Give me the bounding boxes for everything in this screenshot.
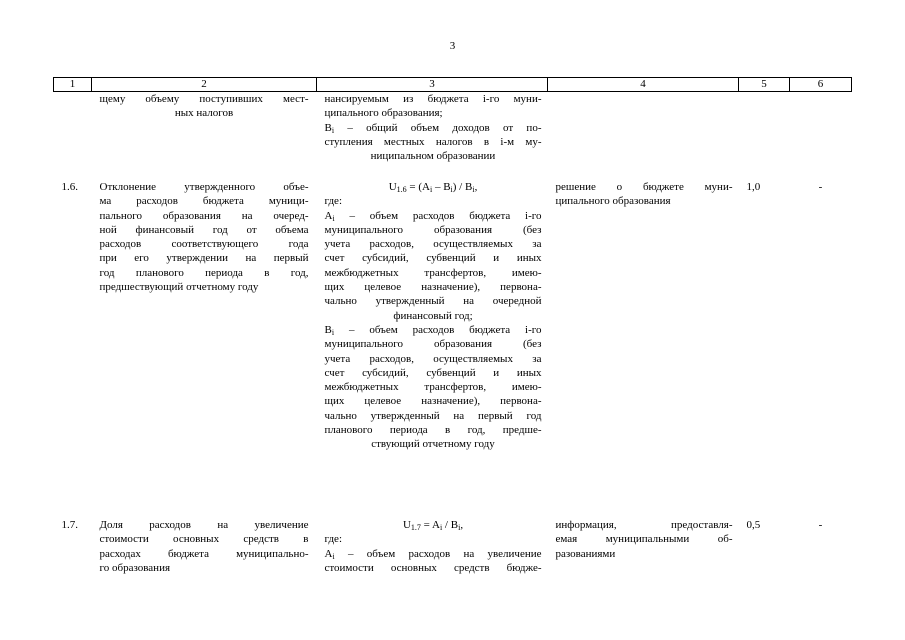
extra-value: - [818, 181, 823, 193]
indicator-name: Отклонение утвержденного объе- ма расходов бюджета муници- пального образования на очеред- ной финансовый год от объема расходов соответствующего года при его утверждении на первый год планового периода в год, предшествующий отчетному году [99, 181, 309, 294]
indicator-name: щему объему поступивших мест- ных налогов [99, 93, 309, 120]
header-col-3: 3 [317, 78, 548, 92]
header-row [54, 78, 852, 92]
header-col-4: 4 [548, 78, 739, 92]
page-number: 3 [449, 40, 456, 52]
data-source: информация, предоставля- емая муниципальными об- разованиями [555, 519, 733, 560]
calculation-method: $U_{1.6} = (A_i - B_i) / B_i$, где: $A_i$ – объем расходов бюджета i-го муниципального образования (без учета расходов, осуществляемых за счет субсидий, субвенций и иных межбюджетных трансфертов, имею- щих целевое назначение), первона- чально утвержденный на очередной финансовый год; $B_i$ – объем расходов бюджета i-го муниципального образования (без учета расходов, осуществляемых за счет субсидий, субвенций и иных межбюджетных трансфертов, имею- щих целевое назначение), первона- чально утвержденный на первый год планового периода в год, предше- ствующий отчетному году [324, 181, 542, 451]
row-number: 1.7. [61, 519, 78, 531]
table-row [54, 92, 852, 181]
indicator-name: Доля расходов на увеличение стоимости основных средств в расходах бюджета муниципально- го образования [99, 519, 309, 574]
header-col-5: 5 [739, 78, 790, 92]
table-row [54, 180, 852, 518]
formula-1-7: $U_{1.7} = A_i / B_i$, [402, 519, 464, 532]
data-source: решение о бюджете муни- ципального образования [555, 181, 733, 208]
data-source [548, 92, 739, 181]
calculation-method: $U_{1.7} = A_i / B_i$, где: $A_i$ – объем расходов на увеличение стоимости основных средств бюдже- [324, 519, 542, 574]
weight-value: 0,5 [746, 519, 761, 531]
row-number [54, 92, 92, 181]
header-col-2: 2 [92, 78, 317, 92]
row-number: 1.6. [61, 181, 78, 193]
header-col-6: 6 [790, 78, 852, 92]
formula-1-6: $U_{1.6} = (A_i - B_i) / B_i$, [388, 181, 478, 194]
weight-value: 1,0 [746, 181, 761, 193]
table-row [54, 518, 852, 575]
header-col-1: 1 [54, 78, 92, 92]
indicators-table [53, 77, 852, 575]
extra-value: - [818, 519, 823, 531]
weight-value [739, 92, 790, 181]
calculation-method: нансируемым из бюджета i-го муни- ципального образования; $B_i$ – общий объем доходов от по- ступления местных налогов в i-м му- ниципальном образовании [324, 93, 542, 163]
extra-value [790, 92, 852, 181]
